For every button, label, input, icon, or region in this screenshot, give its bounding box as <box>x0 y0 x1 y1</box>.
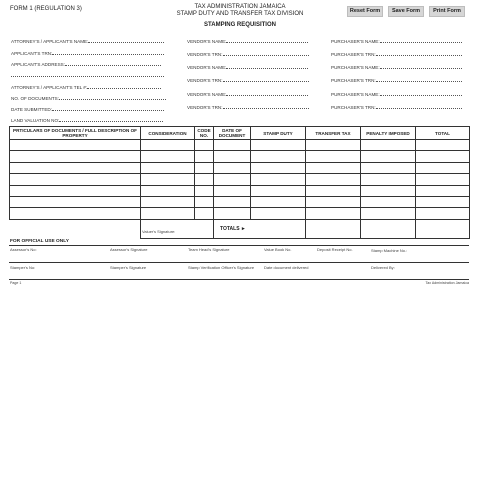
vendor-trn-field-2[interactable] <box>187 78 309 83</box>
vendor-name-label: VENDOR'S NAME: <box>187 65 227 70</box>
division-name: STAMP DUTY AND TRANSFER TAX DIVISION <box>176 11 304 17</box>
col-penalty: PENALTY IMPOSED <box>361 127 416 140</box>
assessor-no-label: Assessor's No: <box>10 247 37 252</box>
table-row[interactable] <box>10 140 470 151</box>
date-submitted-label: DATE SUBMITTED: <box>11 107 53 112</box>
vendor-trn-label: VENDOR'S TRN: <box>187 52 223 57</box>
agency-name: TAX ADMINISTRATION JAMAICA <box>194 4 286 10</box>
divider <box>9 279 469 280</box>
col-particulars: PRTICULARS OF DOCUMENTS / FULL DESCRIPTION OF PROPERTY <box>10 127 141 140</box>
page-number: Page 1 <box>10 281 22 285</box>
purchaser-trn-field-1[interactable] <box>331 52 462 57</box>
col-total: TOTAL <box>416 127 470 140</box>
purchaser-trn-label: PURCHASER'S TRN: <box>331 78 376 83</box>
vendor-name-field-2[interactable] <box>187 65 308 70</box>
attorney-name-label: ATTORNEY'S / APPLICANT'S NAME: <box>11 39 89 44</box>
deposit-receipt-label: Deposit Receipt No. <box>317 247 353 252</box>
vendor-name-field-1[interactable] <box>187 39 308 44</box>
col-consideration: CONSIDERATION <box>141 127 195 140</box>
vendor-name-label: VENDOR'S NAME: <box>187 92 227 97</box>
documents-table <box>9 126 470 239</box>
table-row[interactable] <box>10 162 470 173</box>
vendor-name-field-3[interactable] <box>187 92 308 97</box>
applicant-address-label: APPLICANT'S ADDRESS: <box>11 62 65 67</box>
official-use-heading: FOR OFFICIAL USE ONLY <box>10 239 69 244</box>
stamper-signature-label: Stamper's Signature <box>110 265 147 270</box>
purchaser-name-label: PURCHASER'S NAME: <box>331 39 380 44</box>
table-row[interactable] <box>10 208 470 219</box>
vendor-trn-label: VENDOR'S TRN: <box>187 105 223 110</box>
col-date: DATE OF DOCUMENT <box>214 127 251 140</box>
divider <box>9 262 469 263</box>
attorney-name-field[interactable] <box>11 39 164 44</box>
table-row[interactable] <box>10 196 470 207</box>
purchaser-name-field-1[interactable] <box>331 39 462 44</box>
no-documents-field[interactable] <box>11 96 166 101</box>
purchaser-name-label: PURCHASER'S NAME: <box>331 65 380 70</box>
purchaser-name-label: PURCHASER'S NAME: <box>331 92 380 97</box>
divider <box>9 245 469 246</box>
team-head-signature-label: Team Head's Signature <box>188 247 230 252</box>
col-transfer-tax: TRANSFER TAX <box>306 127 361 140</box>
footer-org: Tax Administration Jamaica <box>425 281 469 285</box>
land-valuation-label: LAND VALUATION NO: <box>11 118 60 123</box>
purchaser-trn-label: PURCHASER'S TRN: <box>331 52 376 57</box>
delivered-by-label: Delivered By: <box>371 265 395 270</box>
no-documents-label: NO. OF DOCUMENTS: <box>11 96 59 101</box>
form-id: FORM 1 (REGULATION 3) <box>10 6 82 12</box>
purchaser-trn-label: PURCHASER'S TRN: <box>331 105 376 110</box>
applicant-trn-field[interactable] <box>11 51 164 56</box>
verification-officer-label: Stamp Verification Officer's Signature <box>188 265 255 270</box>
stamp-machine-label: Stamp Machine No.: <box>371 248 408 253</box>
vendor-trn-field-1[interactable] <box>187 52 309 57</box>
date-submitted-field[interactable] <box>11 107 164 112</box>
attorney-tel-field[interactable] <box>11 85 161 90</box>
stamper-no-label: Stamper's No: <box>10 265 36 270</box>
purchaser-trn-field-2[interactable] <box>331 78 462 83</box>
attorney-tel-label: ATTORNEY'S / APPLICANT'S TEL #: <box>11 85 88 90</box>
purchaser-name-field-2[interactable] <box>331 65 462 70</box>
print-form-button[interactable]: Print Form <box>429 6 465 17</box>
table-row[interactable] <box>10 151 470 162</box>
col-code: CODE NO. <box>195 127 214 140</box>
vendor-trn-field-3[interactable] <box>187 105 309 110</box>
land-valuation-field[interactable] <box>11 118 163 123</box>
assessor-signature-label: Assessor's Signature <box>110 247 148 252</box>
totals-row <box>10 219 470 238</box>
table-header-row <box>10 127 470 140</box>
date-delivered-label: Date document delivered <box>264 265 309 270</box>
save-form-button[interactable]: Save Form <box>388 6 424 17</box>
page-title: STAMPING REQUISITION <box>204 22 276 28</box>
vendor-trn-label: VENDOR'S TRN: <box>187 78 223 83</box>
valuer-signature-label: Valuer's Signature: <box>142 228 176 234</box>
table-row[interactable] <box>10 185 470 196</box>
value-book-no-label: Value Book No. <box>264 247 292 252</box>
col-stamp-duty: STAMP DUTY <box>251 127 306 140</box>
applicant-address-field[interactable] <box>11 62 161 67</box>
purchaser-trn-field-3[interactable] <box>331 105 462 110</box>
reset-form-button[interactable]: Reset Form <box>347 6 383 17</box>
purchaser-name-field-3[interactable] <box>331 92 462 97</box>
applicant-address-line2[interactable] <box>11 73 164 78</box>
totals-label: TOTALS ► <box>214 219 306 238</box>
vendor-name-label: VENDOR'S NAME: <box>187 39 227 44</box>
table-row[interactable] <box>10 174 470 185</box>
applicant-trn-label: APPLICANT'S TRN: <box>11 51 53 56</box>
